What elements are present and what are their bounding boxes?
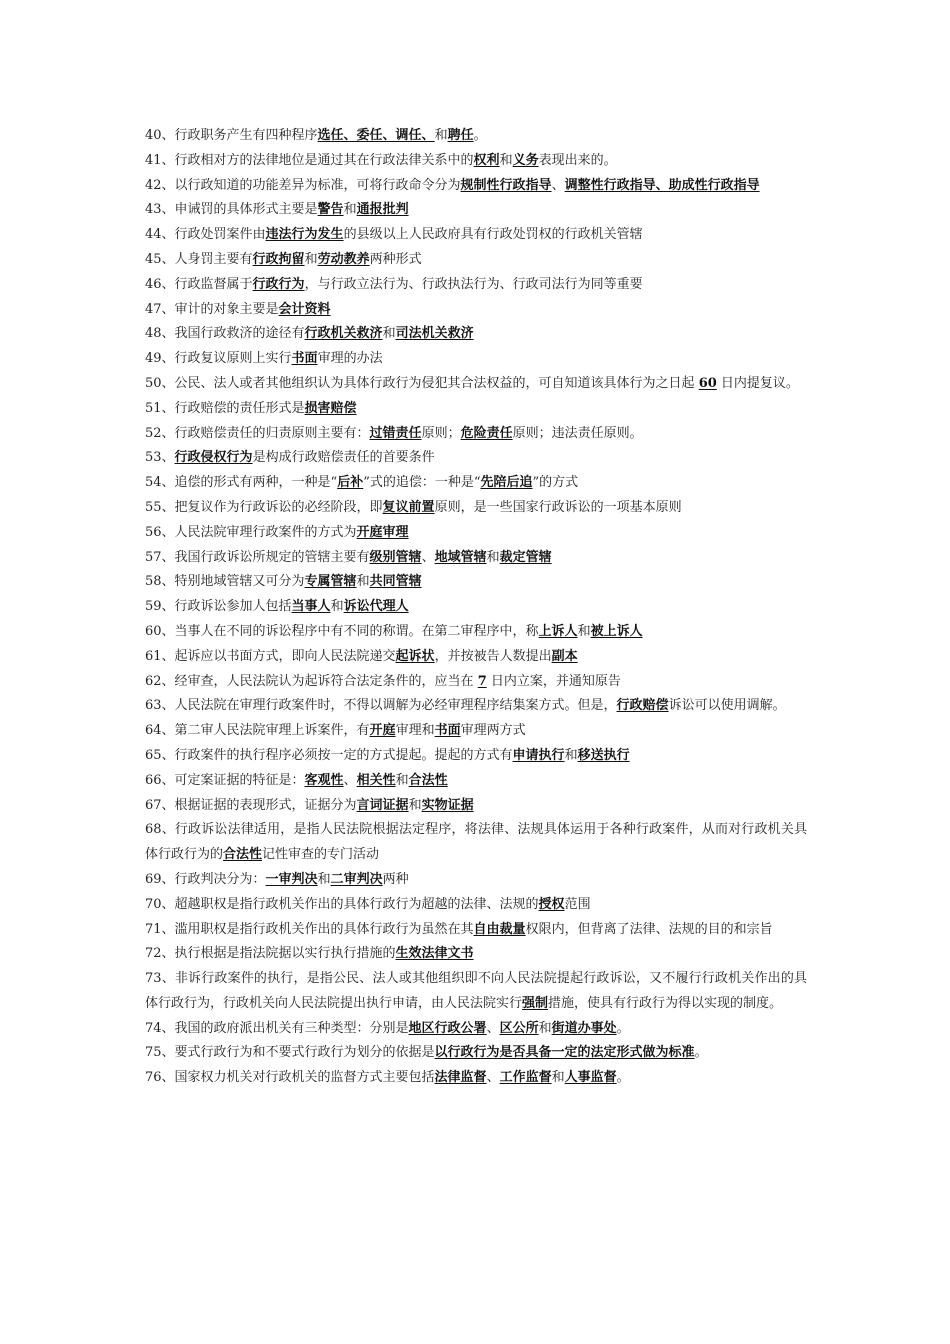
question-text: 两种形式 <box>369 251 422 267</box>
question-text: 两种 <box>382 871 409 887</box>
question-text: 43、申诫罚的具体形式主要是 <box>145 202 318 218</box>
question-text: 57、我国行政诉讼所规定的管辖主要有 <box>145 549 370 565</box>
answer-text: 会计资料 <box>278 301 331 317</box>
answer-text: 7 <box>477 673 487 689</box>
answer-text: 人事监督 <box>564 1070 617 1086</box>
answer-text: 裁定管辖 <box>499 549 552 565</box>
answer-text: 以行政行为是否具备一定的法定形式做为标准 <box>434 1045 695 1061</box>
question-text: 45、人身罚主要有 <box>145 251 253 267</box>
list-item <box>145 645 807 670</box>
answer-text: 地区行政公署 <box>408 1020 487 1036</box>
list-item <box>145 198 807 223</box>
answer-text: 自由裁量 <box>473 921 526 937</box>
answer-text: 调整性行政指导、助成性行政指导 <box>564 177 760 193</box>
answer-text: 规制性行政指导 <box>460 177 552 193</box>
question-text: 52、行政赔偿责任的归责原则主要有： <box>145 425 370 441</box>
answer-text: 地域管辖 <box>434 549 487 565</box>
answer-text: 选任、委任、调任、 <box>317 128 435 143</box>
question-text: 75、要式行政行为和不要式行政行为划分的依据是 <box>145 1045 435 1061</box>
question-text: 原则；违法责任原则。 <box>512 425 643 441</box>
question-text: 70、超越职权是指行政机关作出的具体行政行为超越的法律、法规的 <box>145 896 539 912</box>
list-item <box>145 446 807 471</box>
answer-text: 强制 <box>522 995 549 1011</box>
answer-text: 一审判决 <box>265 871 318 887</box>
question-text: 72、执行根据是指法院据以实行执行措施的 <box>145 946 396 962</box>
list-item <box>145 1041 807 1066</box>
answer-text: 客观性 <box>304 772 344 788</box>
answer-text: 实物证据 <box>421 797 474 813</box>
question-text: 、 <box>343 772 357 788</box>
question-text: 是构成行政赔偿责任的首要条件 <box>252 450 435 466</box>
answer-text: 申请执行 <box>512 747 565 763</box>
question-text: 和 <box>551 1070 565 1086</box>
list-item <box>145 918 807 943</box>
question-text: 和 <box>577 623 591 639</box>
answer-text: 级别管辖 <box>369 549 422 565</box>
question-text: 71、滥用职权是指行政机关作出的具体行政行为虽然在其 <box>145 921 474 937</box>
question-text: 和 <box>538 1020 552 1036</box>
question-text: 。 <box>694 1045 708 1061</box>
question-text: 55、把复议作为行政诉讼的必经阶段，即 <box>145 499 383 515</box>
question-text: 53、 <box>145 450 175 466</box>
question-text: 40、行政职务产生有四种程序 <box>145 128 318 143</box>
question-text: 64、第二审人民法院审理上诉案件，有 <box>145 723 370 739</box>
question-text: 审理的办法 <box>317 351 383 367</box>
question-text: 50、公民、法人或者其他组织认为具体行政行为侵犯其合法权益的，可自知道该具体行为之日起 <box>145 375 699 391</box>
answer-text: 劳动教养 <box>317 251 370 267</box>
answer-text: 通报批判 <box>356 202 409 218</box>
answer-text: 警告 <box>317 202 344 218</box>
question-text: 、 <box>486 1070 500 1086</box>
question-text: 68、行政诉讼法律适用，是指人民法院根据法定程序，将法律、法规具体运用于各种行政案件，从而对行政机关具体行政行为的 <box>145 822 807 863</box>
answer-text: 书面 <box>291 351 318 367</box>
question-text: 的县级以上人民政府具有行政处罚权的行政机关管辖 <box>343 227 643 243</box>
answer-text: 行政拘留 <box>252 251 305 267</box>
question-text: 56、人民法院审理行政案件的方式为 <box>145 524 357 540</box>
question-text: 47、审计的对象主要是 <box>145 301 279 317</box>
question-text: ”式的追偿：一种是“ <box>363 475 481 491</box>
question-text: 记性审查的专门活动 <box>262 847 380 863</box>
question-text: 和 <box>564 747 578 763</box>
list-item <box>145 397 807 422</box>
question-text: 58、特别地域管辖又可分为 <box>145 574 305 590</box>
answer-text: 开庭审理 <box>356 524 409 540</box>
list-item <box>145 273 807 298</box>
list-item <box>145 496 807 521</box>
answer-text: 区公所 <box>499 1020 539 1036</box>
question-text: 67、根据证据的表现形式，证据分为 <box>145 797 357 813</box>
question-text: 和 <box>395 772 409 788</box>
question-text: 和 <box>499 152 513 168</box>
question-text: 46、行政监督属于 <box>145 276 253 292</box>
list-item <box>145 595 807 620</box>
answer-text: 司法机关救济 <box>395 326 474 342</box>
answer-text: 书面 <box>434 723 461 739</box>
question-text: 49、行政复议原则上实行 <box>145 351 292 367</box>
answer-text: 先陪后追 <box>480 475 533 491</box>
list-item <box>145 942 807 967</box>
answer-text: 上诉人 <box>538 623 578 639</box>
answer-text: 合法性 <box>223 847 263 863</box>
question-text: 和 <box>356 574 370 590</box>
list-item <box>145 694 807 719</box>
answer-text: 行政侵权行为 <box>174 450 253 466</box>
question-text: 。 <box>616 1070 630 1086</box>
answer-text: 生效法律文书 <box>395 946 474 962</box>
question-text: 66、可定案证据的特征是： <box>145 772 305 788</box>
question-text: 诉讼可以使用调解。 <box>668 698 786 714</box>
question-text: 范围 <box>564 896 591 912</box>
question-text: 69、行政判决分为： <box>145 871 266 887</box>
answer-text: 工作监督 <box>499 1070 552 1086</box>
question-text: 51、行政赔偿的责任形式是 <box>145 400 305 416</box>
list-item <box>145 422 807 447</box>
question-text: 和 <box>408 797 422 813</box>
list-item <box>145 670 807 695</box>
answer-text: 复议前置 <box>382 499 435 515</box>
question-text: 、 <box>551 177 565 193</box>
question-text: 和 <box>486 549 500 565</box>
question-text: 41、行政相对方的法律地位是通过其在行政法律关系中的 <box>145 152 474 168</box>
question-text: 和 <box>304 251 318 267</box>
list-item <box>145 347 807 372</box>
answer-text: 违法行为发生 <box>265 227 344 243</box>
question-text: 和 <box>434 128 448 143</box>
question-text: 62、经审查，人民法院认为起诉符合法定条件的，应当在 <box>145 673 478 689</box>
list-item <box>145 744 807 769</box>
list-item <box>145 124 807 149</box>
list-item <box>145 174 807 199</box>
document-body <box>145 124 807 1091</box>
list-item <box>145 719 807 744</box>
list-item <box>145 248 807 273</box>
list-item <box>145 769 807 794</box>
question-text: 61、起诉应以书面方式，即向人民法院递交 <box>145 648 396 664</box>
answer-text: 移送执行 <box>577 747 630 763</box>
question-text: 原则，是一些国家行政诉讼的一项基本原则 <box>434 499 682 515</box>
question-text: 、 <box>421 549 435 565</box>
list-item <box>145 1066 807 1091</box>
list-item <box>145 546 807 571</box>
answer-text: 行政机关救济 <box>304 326 383 342</box>
list-item <box>145 818 807 868</box>
list-item <box>145 223 807 248</box>
question-text: 42、以行政知道的功能差异为标准，可将行政命令分为 <box>145 177 461 193</box>
question-text: 74、我国的政府派出机关有三种类型：分别是 <box>145 1020 409 1036</box>
answer-text: 共同管辖 <box>369 574 422 590</box>
answer-text: 法律监督 <box>434 1070 487 1086</box>
question-text: 76、国家权力机关对行政机关的监督方式主要包括 <box>145 1070 435 1086</box>
answer-text: 60 <box>698 375 717 391</box>
answer-text: 合法性 <box>408 772 448 788</box>
question-text: 44、行政处罚案件由 <box>145 227 266 243</box>
list-item <box>145 868 807 893</box>
question-text: 65、行政案件的执行程序必须按一定的方式提起。提起的方式有 <box>145 747 513 763</box>
answer-text: 开庭 <box>369 723 396 739</box>
list-item <box>145 322 807 347</box>
question-text: 。 <box>473 128 487 143</box>
question-text: 48、我国行政救济的途径有 <box>145 326 305 342</box>
question-text: 和 <box>382 326 396 342</box>
list-item <box>145 521 807 546</box>
list-item <box>145 620 807 645</box>
question-text: 表现出来的。 <box>538 152 617 168</box>
question-text: 审理两方式 <box>460 723 526 739</box>
question-text: 和 <box>317 871 331 887</box>
question-text: 原则； <box>421 425 461 441</box>
question-text: 和 <box>330 599 344 615</box>
question-text: 59、行政诉讼参加人包括 <box>145 599 292 615</box>
answer-text: 聘任 <box>447 128 474 143</box>
answer-text: 当事人 <box>291 599 331 615</box>
question-text: 和 <box>343 202 357 218</box>
answer-text: 副本 <box>551 648 578 664</box>
answer-text: 街道办事处 <box>551 1020 617 1036</box>
list-item <box>145 893 807 918</box>
answer-text: 言词证据 <box>356 797 409 813</box>
list-item <box>145 298 807 323</box>
answer-text: 义务 <box>512 152 539 168</box>
answer-text: 起诉状 <box>395 648 435 664</box>
question-text: 措施，使具有行政行为得以实现的制度。 <box>548 995 783 1011</box>
answer-text: 后补 <box>337 475 364 491</box>
answer-text: 二审判决 <box>330 871 383 887</box>
list-item <box>145 149 807 174</box>
question-text: 审理和 <box>395 723 435 739</box>
question-text: ”的方式 <box>532 475 579 491</box>
answer-text: 危险责任 <box>460 425 513 441</box>
answer-text: 诉讼代理人 <box>343 599 409 615</box>
question-text: ，与行政立法行为、行政执法行为、行政司法行为同等重要 <box>304 276 643 292</box>
list-item <box>145 794 807 819</box>
question-text: 权限内，但背离了法律、法规的目的和宗旨 <box>525 921 773 937</box>
question-text: ，并按被告人数提出 <box>434 648 552 664</box>
answer-text: 过错责任 <box>369 425 422 441</box>
answer-text: 行政行为 <box>252 276 305 292</box>
question-text: 73、非诉行政案件的执行，是指公民、法人或其他组织即不向人民法院提起行政诉讼，又不履行行政机关作出的具体行政行为，行政机关向人民法院提出执行申请，由人民法院实行 <box>145 971 807 1011</box>
answer-text: 授权 <box>538 896 565 912</box>
question-text: 。 <box>616 1020 630 1036</box>
answer-text: 权利 <box>473 152 500 168</box>
list-item <box>145 1017 807 1042</box>
question-text: 、 <box>486 1020 500 1036</box>
question-text: 日内提复议。 <box>716 375 799 391</box>
answer-text: 行政赔偿 <box>616 698 669 714</box>
question-text: 60、当事人在不同的诉讼程序中有不同的称谓。在第二审程序中，称 <box>145 623 539 639</box>
answer-text: 专属管辖 <box>304 574 357 590</box>
question-text: 63、人民法院在审理行政案件时，不得以调解为必经审理程序结集案方式。但是， <box>145 698 617 714</box>
question-text: 日内立案，并通知原告 <box>486 673 621 689</box>
list-item <box>145 471 807 496</box>
list-item <box>145 967 807 1017</box>
answer-text: 损害赔偿 <box>304 400 357 416</box>
list-item <box>145 372 807 397</box>
answer-text: 相关性 <box>356 772 396 788</box>
question-text: 54、追偿的形式有两种，一种是“ <box>145 475 338 491</box>
list-item <box>145 570 807 595</box>
answer-text: 被上诉人 <box>590 623 643 639</box>
